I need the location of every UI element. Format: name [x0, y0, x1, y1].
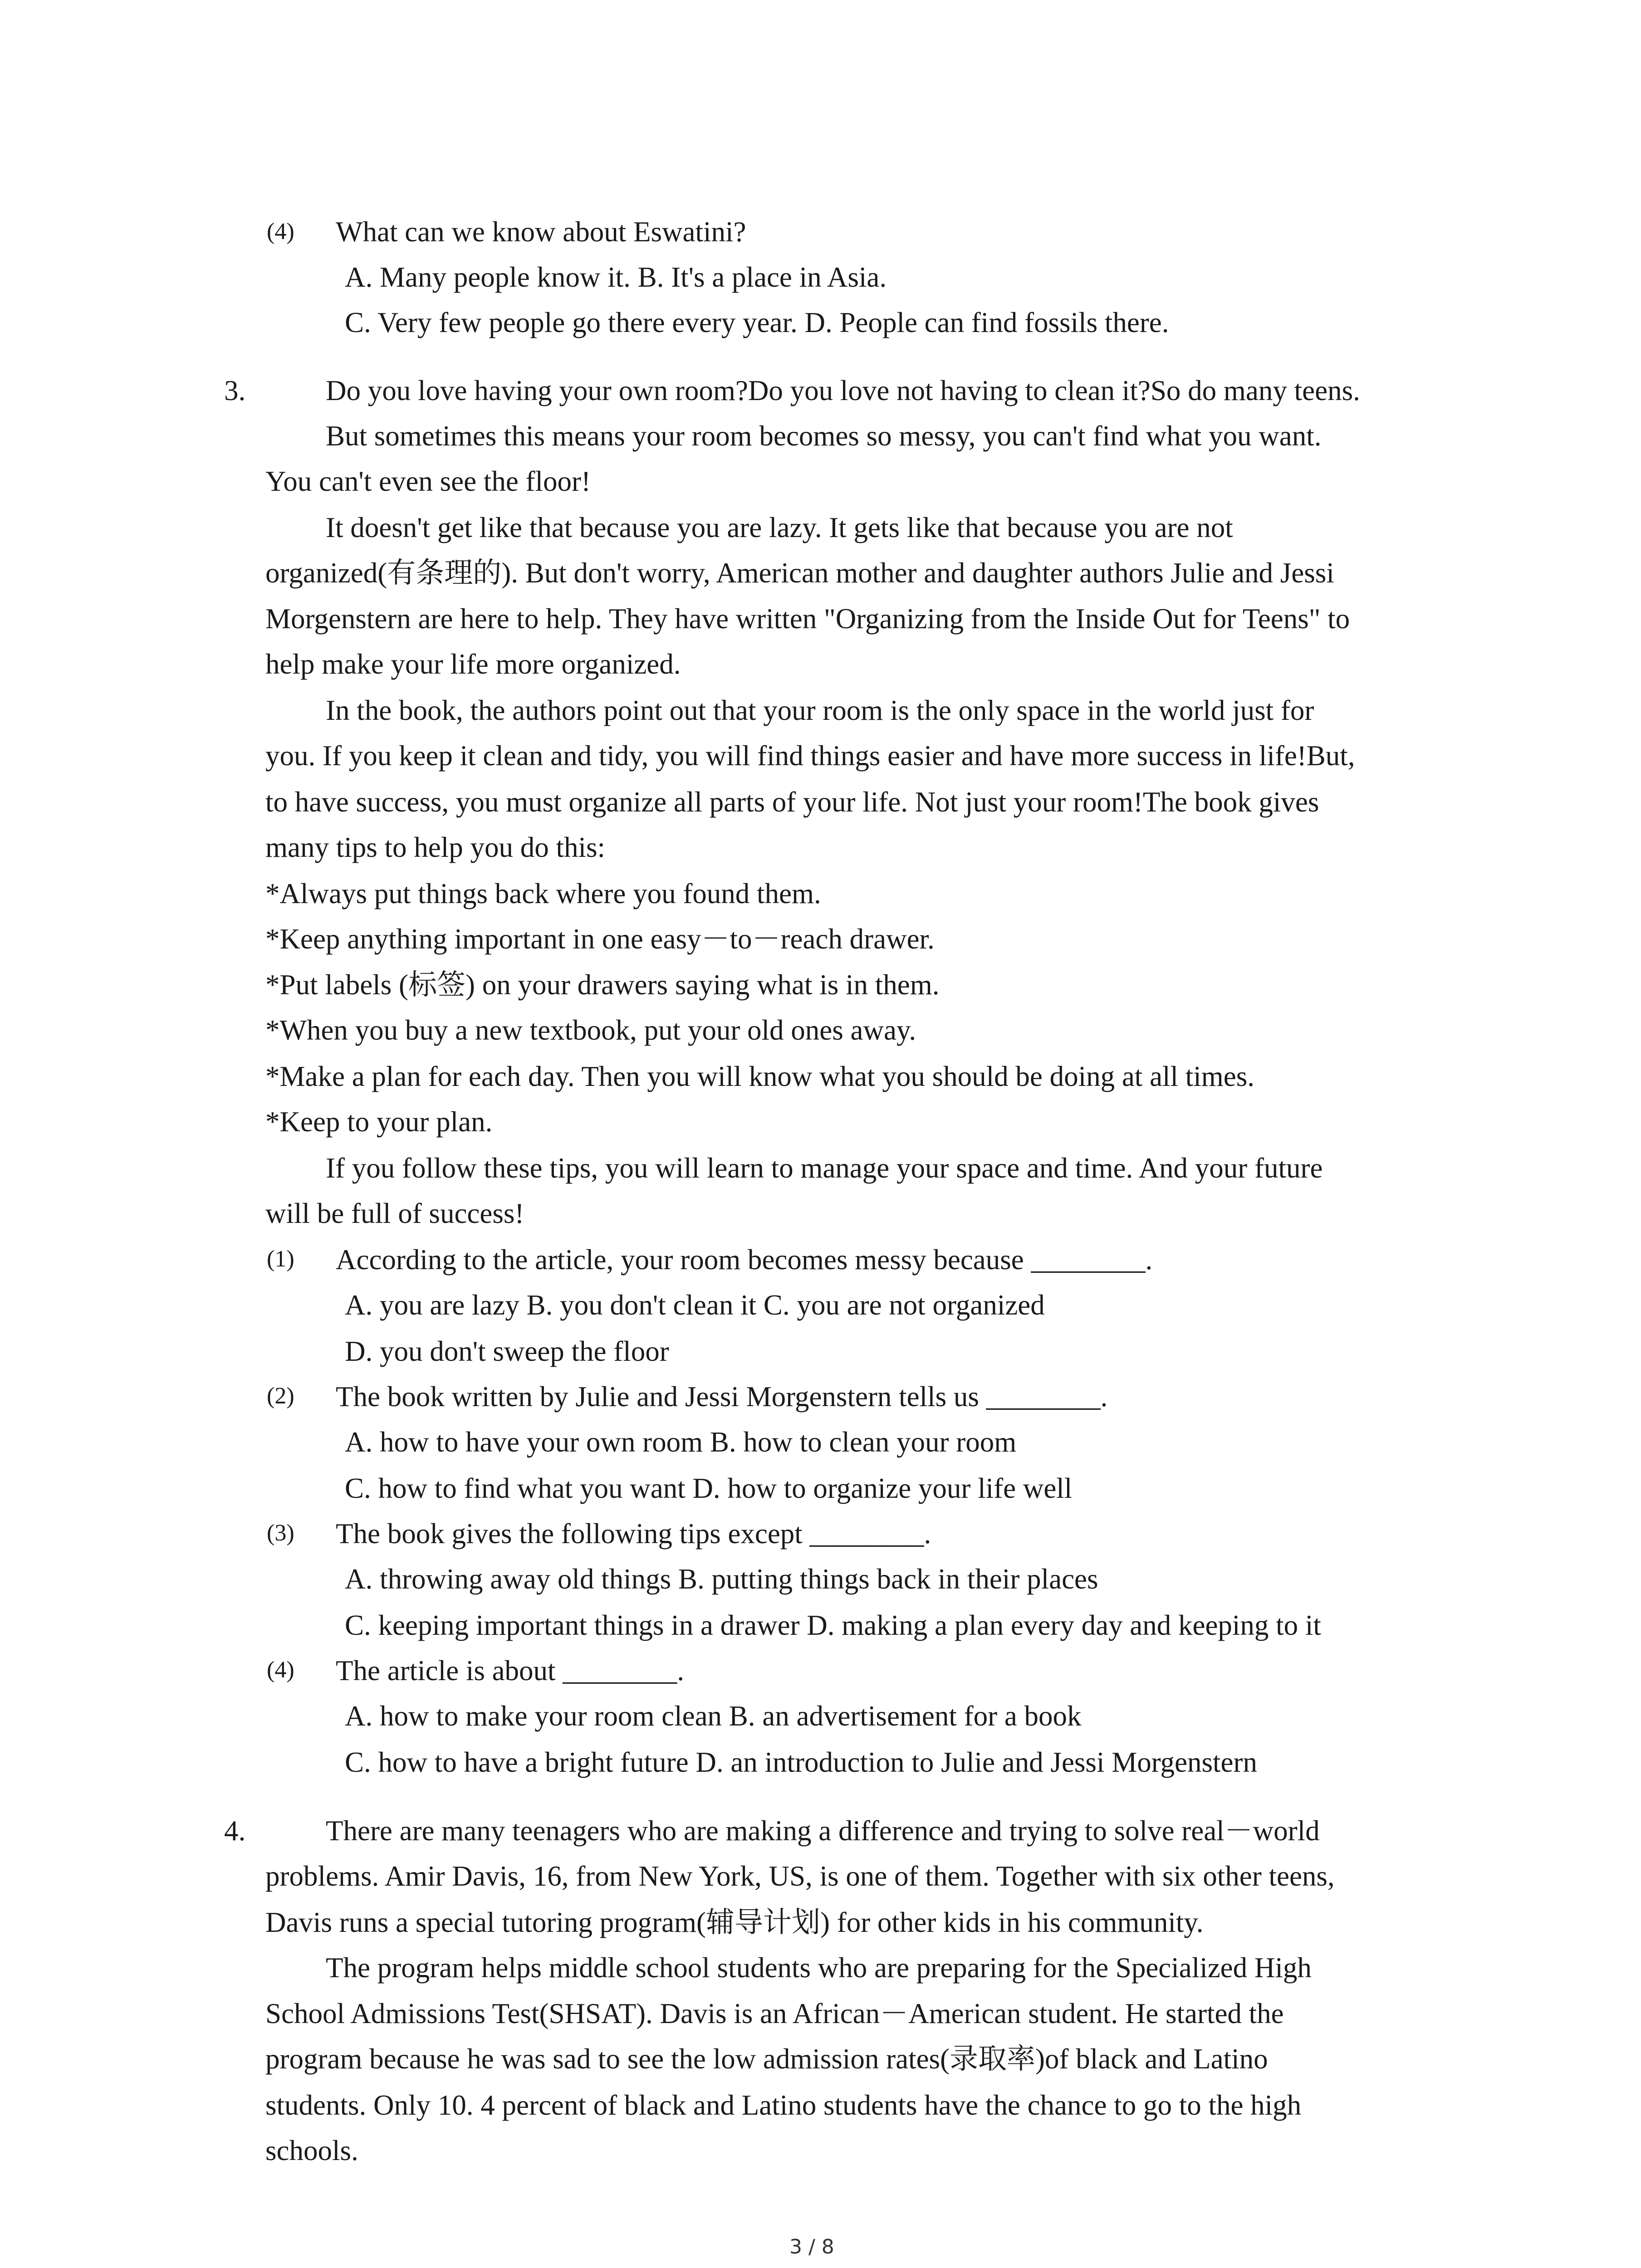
- answer-options: A. how to make your room clean B. an advertisement for a book: [345, 1700, 1082, 1732]
- passage-line: many tips to help you do this:: [265, 831, 605, 863]
- tip-item: *When you buy a new textbook, put your old ones away.: [265, 1014, 916, 1046]
- passage-line: But sometimes this means your room becomes so messy, you can't find what you want.: [326, 420, 1322, 452]
- passage-line: It doesn't get like that because you are lazy. It gets like that because you are not: [326, 512, 1233, 543]
- passage-line: If you follow these tips, you will learn to manage your space and time. And your future: [326, 1152, 1323, 1184]
- tip-item: *Make a plan for each day. Then you will know what you should be doing at all times.: [265, 1061, 1255, 1092]
- tip-item: *Always put things back where you found them.: [265, 878, 821, 909]
- passage-line: Do you love having your own room?Do you love not having to clean it?So do many teens.: [326, 375, 1360, 406]
- passage-line: There are many teenagers who are making a difference and trying to solve real－world: [326, 1815, 1320, 1847]
- answer-options: A. you are lazy B. you don't clean it C. you are not organized: [345, 1289, 1045, 1321]
- answer-options: C. how to have a bright future D. an introduction to Julie and Jessi Morgenstern: [345, 1746, 1257, 1778]
- question-stem: According to the article, your room becomes messy because ________.: [336, 1244, 1153, 1276]
- page-number: 3 / 8: [789, 2235, 834, 2258]
- passage-line: The program helps middle school students who are preparing for the Specialized High: [326, 1952, 1312, 1984]
- section-number: 3.: [224, 375, 246, 406]
- passage-line: program because he was sad to see the low admission rates(录取率)of black and Latino: [265, 2043, 1268, 2075]
- passage-line: You can't even see the floor!: [265, 465, 591, 497]
- passage-line: Davis runs a special tutoring program(辅导计划) for other kids in his community.: [265, 1906, 1204, 1938]
- passage-line: you. If you keep it clean and tidy, you will find things easier and have more success in life!But,: [265, 740, 1355, 772]
- passage-line: problems. Amir Davis, 16, from New York, US, is one of them. Together with six other teens,: [265, 1860, 1335, 1892]
- answer-options: A. Many people know it. B. It's a place in Asia.: [345, 261, 887, 293]
- question-number: (3): [267, 1520, 294, 1546]
- passage-line: In the book, the authors point out that your room is the only space in the world just for: [326, 694, 1314, 726]
- passage-line: will be full of success!: [265, 1198, 524, 1229]
- answer-options: C. keeping important things in a drawer D. making a plan every day and keeping to it: [345, 1609, 1321, 1641]
- question-stem: The book gives the following tips except ________.: [336, 1518, 931, 1549]
- answer-options: C. Very few people go there every year. D. People can find fossils there.: [345, 307, 1169, 338]
- question-number: (4): [267, 1657, 294, 1683]
- answer-options: A. how to have your own room B. how to clean your room: [345, 1426, 1017, 1458]
- tip-item: *Keep to your plan.: [265, 1106, 493, 1138]
- tip-item: *Keep anything important in one easy－to－reach drawer.: [265, 923, 935, 955]
- passage-line: Morgenstern are here to help. They have written "Organizing from the Inside Out for Teens" to: [265, 603, 1350, 635]
- question-number: (2): [267, 1383, 294, 1409]
- passage-line: to have success, you must organize all parts of your life. Not just your room!The book gives: [265, 786, 1319, 818]
- question-number: (4): [267, 219, 294, 244]
- question-stem: The article is about ________.: [336, 1655, 685, 1686]
- passage-line: help make your life more organized.: [265, 648, 681, 680]
- passage-line: schools.: [265, 2135, 358, 2166]
- answer-options: D. you don't sweep the floor: [345, 1335, 669, 1367]
- tip-item: *Put labels (标签) on your drawers saying what is in them.: [265, 969, 940, 1001]
- question-number: (1): [267, 1246, 294, 1272]
- answer-options: C. how to find what you want D. how to organize your life well: [345, 1472, 1073, 1504]
- passage-line: School Admissions Test(SHSAT). Davis is an African－American student. He started the: [265, 1998, 1284, 2029]
- answer-options: A. throwing away old things B. putting things back in their places: [345, 1563, 1098, 1595]
- question-stem: What can we know about Eswatini?: [336, 216, 746, 248]
- question-stem: The book written by Julie and Jessi Morgenstern tells us ________.: [336, 1381, 1108, 1413]
- section-number: 4.: [224, 1815, 246, 1847]
- passage-line: students. Only 10. 4 percent of black and Latino students have the chance to go to the high: [265, 2089, 1302, 2121]
- passage-line: organized(有条理的). But don't worry, American mother and daughter authors Julie and Jessi: [265, 557, 1334, 589]
